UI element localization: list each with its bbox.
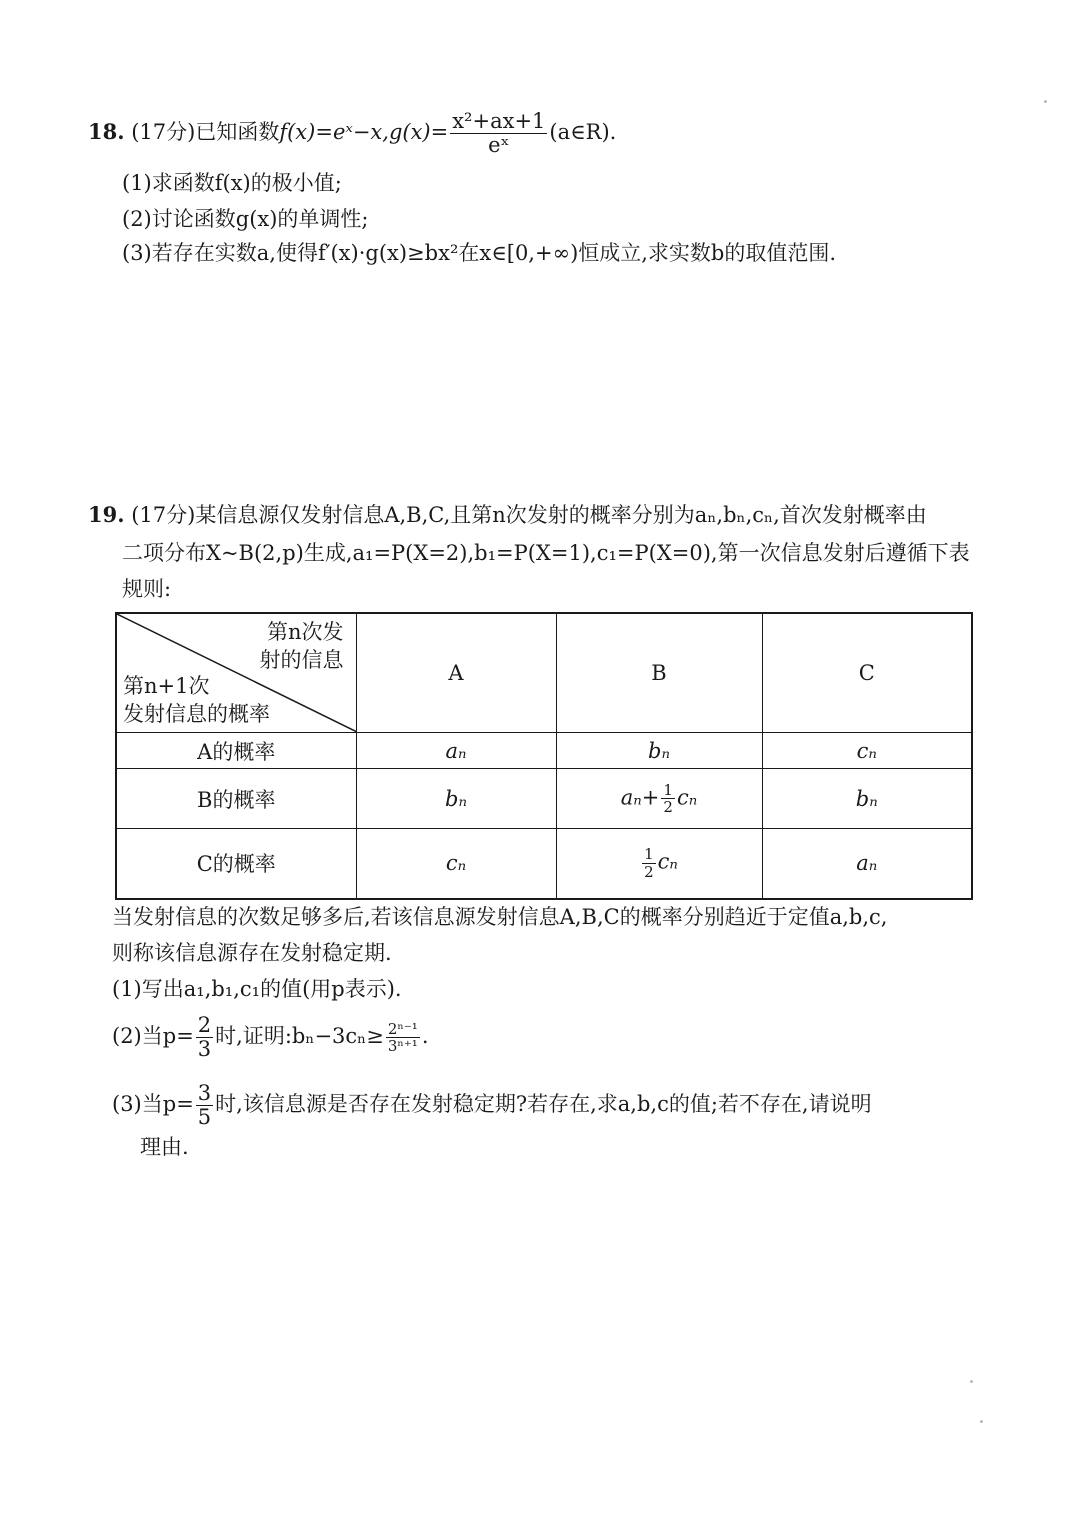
cell-b-from-b bbox=[556, 769, 762, 829]
q18-f-definition: f(x)=eˣ−x bbox=[279, 120, 383, 145]
corner-bottom-label bbox=[123, 672, 270, 728]
cell-value: bₙ bbox=[445, 786, 467, 811]
cell-c-from-a bbox=[356, 829, 556, 899]
part3-p-fraction bbox=[196, 1082, 213, 1129]
cell-b-from-c bbox=[762, 769, 972, 829]
q18-g-denominator: eˣ bbox=[488, 133, 510, 158]
q19-after-line1: 当发射信息的次数足够多后,若该信息源发射信息A,B,C的概率分别趋近于定值a,b,c, bbox=[112, 905, 888, 929]
part2-p-fraction bbox=[196, 1014, 213, 1061]
cell-value: cₙ bbox=[445, 851, 467, 876]
fraction-denominator: 5 bbox=[197, 1105, 212, 1130]
q18-g-numerator: x²+ax+1 bbox=[452, 109, 546, 133]
fraction-denominator: 2 bbox=[663, 798, 673, 816]
q19-part3-cont: 理由. bbox=[140, 1135, 189, 1159]
part2-text-c: . bbox=[421, 1024, 429, 1049]
q19-stem-line2: 二项分布X~B(2,p)生成,a₁=P(X=2),b₁=P(X=1),c₁=P(X=0),第一次信息发射后遵循下表 bbox=[122, 541, 970, 565]
q18-intro: (17分)已知函数 bbox=[131, 120, 280, 145]
col-header-c: C bbox=[762, 613, 972, 733]
corner-top-line1: 第n次发 bbox=[266, 620, 344, 644]
fraction-denominator: 3ⁿ⁺¹ bbox=[387, 1037, 418, 1056]
q18-g-fraction bbox=[450, 110, 547, 157]
table-row-a bbox=[116, 733, 972, 769]
part2-text-b: 时,证明:bₙ−3cₙ≥ bbox=[215, 1024, 384, 1049]
part2-rhs-fraction bbox=[386, 1021, 420, 1055]
part3-text-a: (3)当p= bbox=[112, 1092, 194, 1117]
cell-value: bₙ bbox=[855, 786, 878, 811]
cell-value-prefix: aₙ+ bbox=[620, 785, 660, 809]
cell-value: aₙ bbox=[445, 738, 467, 763]
q18-part2: (2)讨论函数g(x)的单调性; bbox=[122, 207, 369, 231]
q18-g-lhs: ,g(x)= bbox=[382, 120, 449, 145]
q19-part2 bbox=[112, 1014, 429, 1061]
q18-condition: (a∈R). bbox=[549, 120, 617, 145]
fraction-numerator: 2 bbox=[197, 1013, 212, 1037]
q19-stem-line3: 规则: bbox=[122, 577, 172, 601]
cell-value: bₙ bbox=[648, 738, 670, 763]
cell-c-from-c bbox=[762, 829, 972, 899]
fraction-numerator: 1 bbox=[644, 845, 654, 864]
scan-speck bbox=[980, 1420, 983, 1423]
q18-number: 18. bbox=[88, 119, 125, 145]
col-header-a: A bbox=[356, 613, 556, 733]
scan-speck bbox=[970, 1380, 973, 1383]
row-header-c: C的概率 bbox=[116, 829, 356, 899]
cell-value-suffix: cₙ bbox=[657, 849, 678, 874]
cell-b-from-a bbox=[356, 769, 556, 829]
row-header-b: B的概率 bbox=[116, 769, 356, 829]
transition-table bbox=[115, 612, 973, 900]
q18-stem bbox=[88, 110, 616, 157]
table-header-row bbox=[116, 613, 972, 733]
q19-part3 bbox=[112, 1082, 872, 1129]
corner-top-label bbox=[260, 618, 344, 674]
col-header-b: B bbox=[556, 613, 762, 733]
diagonal-header bbox=[117, 614, 356, 732]
fraction-numerator: 1 bbox=[663, 780, 673, 799]
q18-part1: (1)求函数f(x)的极小值; bbox=[122, 171, 342, 195]
q19-number: 19. bbox=[88, 502, 125, 527]
corner-bottom-line1: 第n+1次 bbox=[123, 674, 210, 698]
cell-value-suffix: cₙ bbox=[676, 785, 698, 809]
cell-value: aₙ bbox=[856, 851, 878, 876]
fraction-denominator: 2 bbox=[644, 862, 654, 881]
cell-a-from-b bbox=[556, 733, 762, 769]
corner-bottom-line2: 发射信息的概率 bbox=[123, 702, 270, 726]
part3-text-b: 时,该信息源是否存在发射稳定期?若存在,求a,b,c的值;若不存在,请说明 bbox=[215, 1092, 872, 1117]
corner-top-line2: 射的信息 bbox=[259, 648, 344, 672]
cell-value: cₙ bbox=[856, 738, 877, 763]
q19-part1: (1)写出a₁,b₁,c₁的值(用p表示). bbox=[112, 977, 402, 1001]
table-row-b bbox=[116, 769, 972, 829]
fraction-denominator: 3 bbox=[197, 1037, 212, 1062]
table-corner-cell bbox=[116, 613, 356, 733]
cell-fraction bbox=[661, 782, 675, 816]
q19-after-line2: 则称该信息源存在发射稳定期. bbox=[112, 941, 392, 965]
part2-text-a: (2)当p= bbox=[112, 1024, 194, 1049]
q18-part3: (3)若存在实数a,使得f′(x)·g(x)≥bx²在x∈[0,+∞)恒成立,求实数b的取值范围. bbox=[122, 241, 837, 265]
table-row-c bbox=[116, 829, 972, 899]
fraction-numerator: 2ⁿ⁻¹ bbox=[387, 1019, 418, 1038]
cell-c-from-b bbox=[556, 829, 762, 899]
cell-a-from-c bbox=[762, 733, 972, 769]
row-header-a: A的概率 bbox=[116, 733, 356, 769]
q19-stem-line1 bbox=[88, 500, 927, 530]
q19-line1-text: (17分)某信息源仅发射信息A,B,C,且第n次发射的概率分别为aₙ,bₙ,cₙ,首次发射概率由 bbox=[131, 503, 927, 527]
cell-fraction bbox=[642, 846, 656, 880]
scan-speck bbox=[1044, 100, 1047, 103]
fraction-numerator: 3 bbox=[197, 1081, 212, 1105]
cell-a-from-a bbox=[356, 733, 556, 769]
